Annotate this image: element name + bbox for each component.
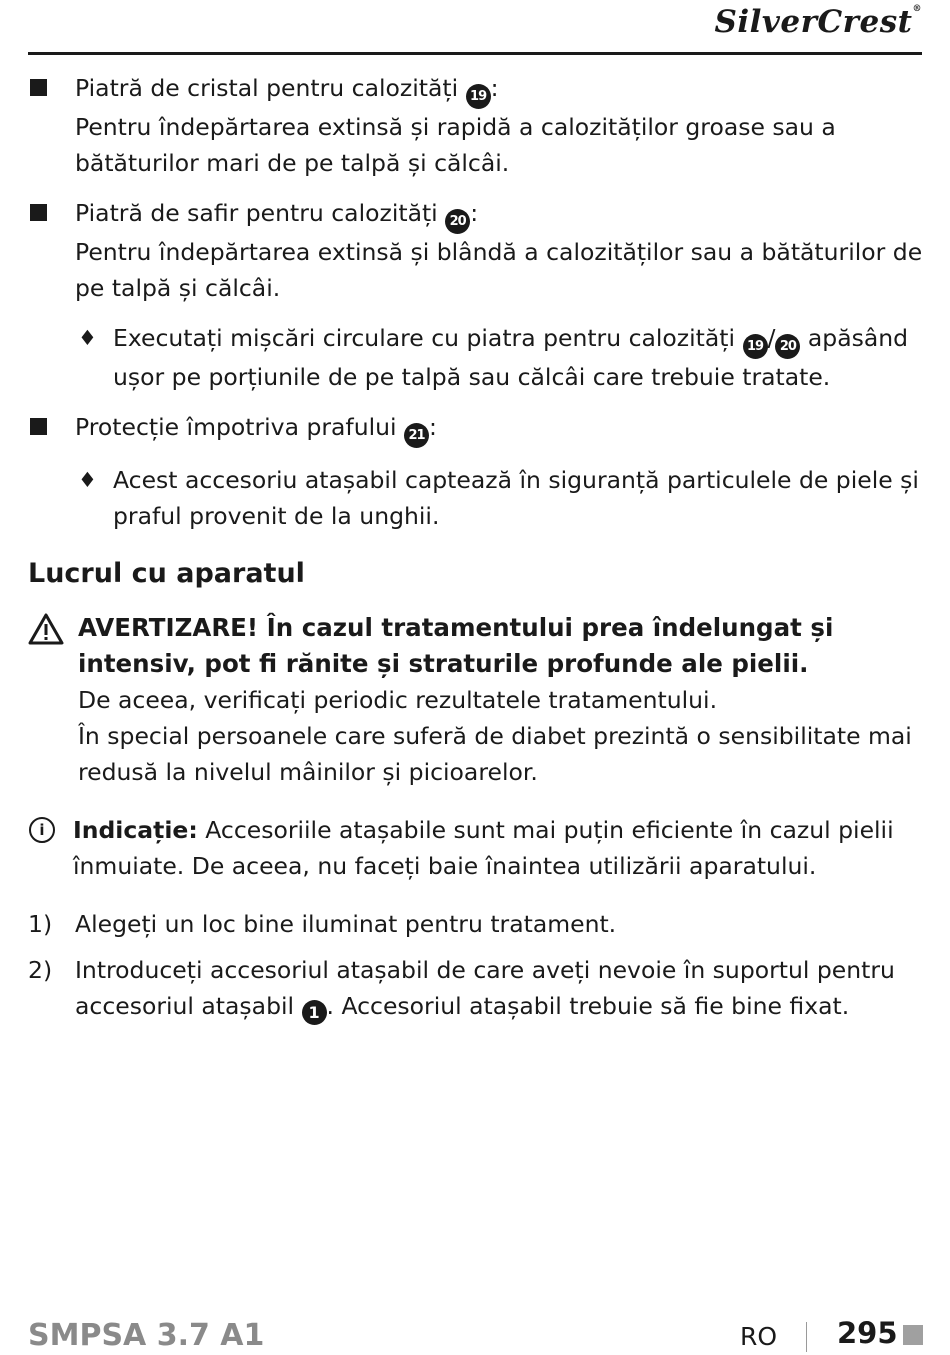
item-description: Pentru îndepărtarea extinsă și blândă a calozităților sau a bătăturilor de pe talpă și călcâi. (75, 238, 923, 302)
warning-title: AVERTIZARE! În cazul tratamentului prea îndelungat și intensiv, pot fi rănite și straturile profunde ale pielii. (78, 613, 834, 678)
diamond-bullet-icon: ♦ (78, 468, 97, 492)
brand-name: SilverCrest (714, 4, 913, 40)
part-number-badge: 1 (302, 1000, 327, 1025)
instruction-stone-usage: ♦ Executați mișcări circulare cu piatra pentru calozități 19 / 20 apăsând ușor pe porțiunile de pe talpă sau călcâi care trebuie tratate. (28, 320, 923, 395)
note-text: Accesoriile atașabile sunt mai puțin eficiente în cazul pielii înmuiate. De aceea, nu faceți baie înaintea utilizării aparatului. (73, 816, 894, 880)
note-label: Indicație: (73, 816, 198, 844)
footer-model-name: SMPSA 3.7 A1 (28, 1318, 265, 1353)
step-number: 2) (28, 956, 53, 984)
diamond-bullet-icon: ♦ (78, 326, 97, 350)
part-number-badge: 19 (743, 334, 768, 359)
section-heading: Lucrul cu aparatul (28, 558, 305, 589)
item-title: Piatră de cristal pentru calozități 19 : (75, 70, 923, 109)
list-item-crystal-stone (28, 70, 923, 181)
note-block (28, 812, 923, 884)
warning-block (28, 610, 923, 790)
header-rule (28, 52, 922, 55)
warning-line: De aceea, verificați periodic rezultatele tratamentului. (78, 686, 718, 714)
step-item: 2) Introduceți accesoriul atașabil de care aveți nevoie în suportul pentru accesoriul atașabil 1 . Accesoriul atașabil trebuie să fie bine fixat. (28, 952, 923, 1025)
step-text: Introduceți accesoriul atașabil de care aveți nevoie în suportul pentru accesoriul atașabil (75, 956, 895, 1020)
warning-line: În special persoanele care suferă de diabet prezintă o sensibilitate mai redusă la nivelul mâinilor și picioarelor. (78, 722, 912, 786)
square-bullet-icon (30, 79, 47, 96)
step-number: 1) (28, 910, 53, 938)
item-title: Piatră de safir pentru calozități 20 : (75, 195, 923, 234)
square-bullet-icon (30, 418, 47, 435)
list-item-sapphire-stone (28, 195, 923, 306)
page-number: 295 (837, 1316, 898, 1350)
part-number-badge: 20 (775, 334, 800, 359)
item-description: Pentru îndepărtarea extinsă și rapidă a calozităților groase sau a bătăturilor mari de pe talpă și călcâi. (75, 113, 836, 177)
footer-square-icon (903, 1325, 923, 1345)
part-number-badge: 21 (404, 423, 429, 448)
footer-language: RO (740, 1322, 778, 1351)
square-bullet-icon (30, 204, 47, 221)
step-item (28, 906, 923, 942)
step-text: Alegeți un loc bine iluminat pentru tratament. (75, 910, 617, 938)
page-content (28, 70, 923, 1035)
item-title: Protecție împotriva prafului 21 : (75, 409, 923, 448)
info-icon: i (29, 817, 55, 843)
warning-triangle-icon (28, 613, 64, 645)
footer-divider (806, 1322, 807, 1352)
list-item-dust-protection (28, 409, 923, 448)
instruction-dust-protection: ♦ Acest accesoriu atașabil captează în siguranță particulele de piele și praful provenit de la unghii. (28, 462, 923, 534)
part-number-badge: 20 (445, 209, 470, 234)
part-number-badge: 19 (466, 84, 491, 109)
brand-registered-mark: ® (912, 4, 922, 14)
brand-logo (714, 4, 922, 40)
